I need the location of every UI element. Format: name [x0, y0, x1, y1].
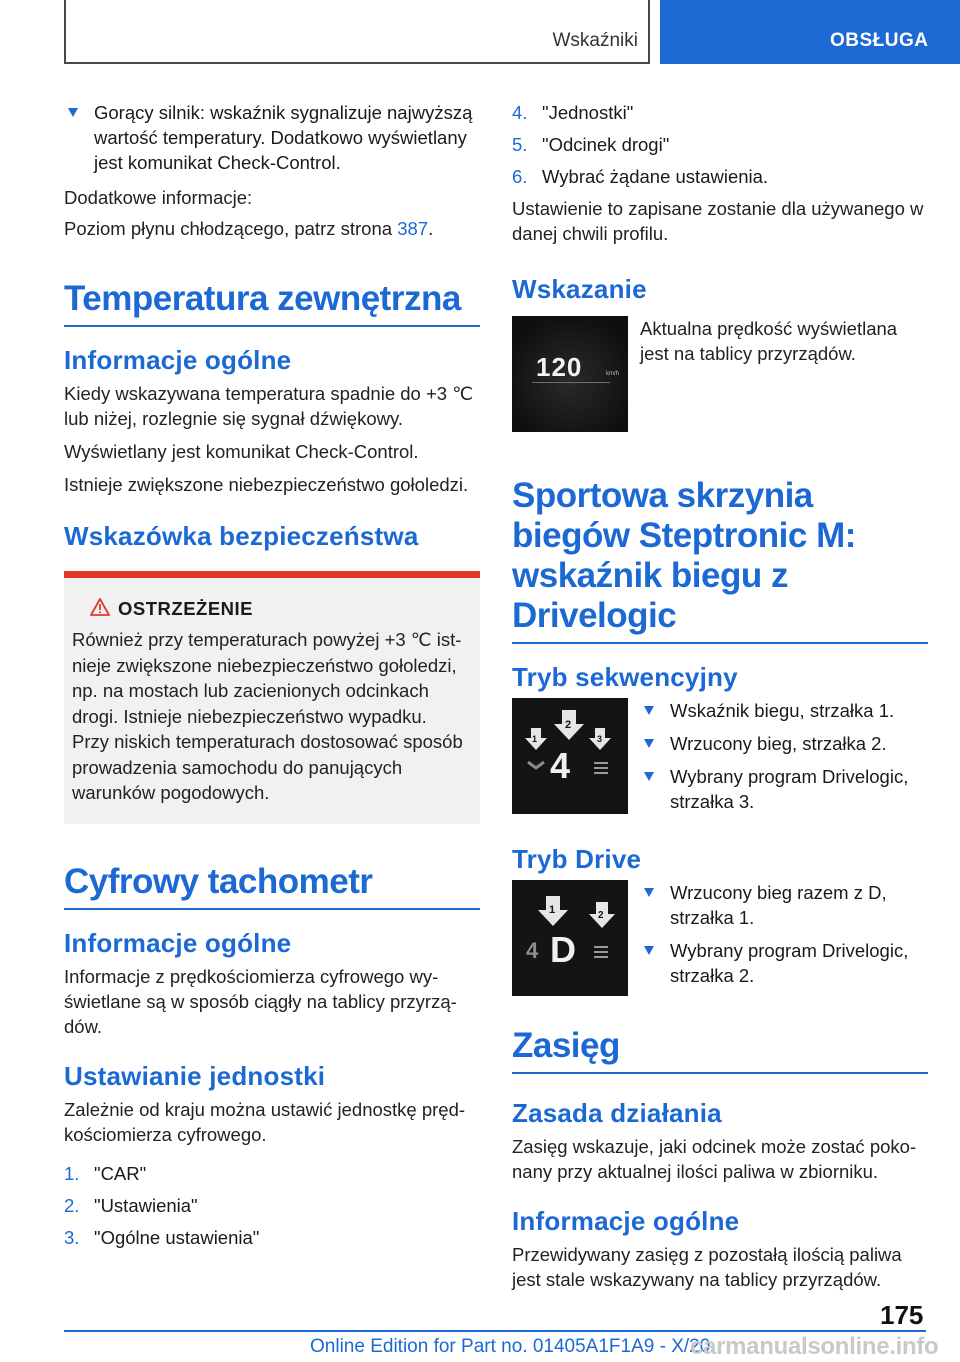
- triangle-bullet-icon: [644, 706, 654, 715]
- list-item: Wybrany program Drivelogic, strzałka 2.: [640, 938, 928, 988]
- subsection-title-units: Ustawianie jednostki: [64, 1060, 326, 1091]
- section-title-tachometer: Cyfrowy tachometr: [64, 862, 480, 910]
- header-section-title: Wskaźniki: [552, 30, 638, 51]
- bullet-text: Gorący silnik: wskaźnik sygnalizuje najwyższą wartość temperatury. Dodatkowo wyświetlany jest komunikat Check-Control.: [94, 102, 473, 173]
- paragraph: Przewidywany zasięg z pozostałą ilością paliwa jest stale wskazywany na tablicy przyrządów.: [512, 1244, 902, 1290]
- footer-edition: Online Edition for Part no. 01405A1F1A9 - X/20: [310, 1336, 711, 1357]
- list-item: [64, 100, 480, 175]
- drive-figure-row: [512, 880, 928, 996]
- warning-title: OSTRZEŻENIE: [72, 596, 472, 621]
- extra-info-label: Dodatkowe informacje:: [64, 187, 253, 208]
- warning-triangle-icon: [90, 598, 110, 616]
- speed-display-image: [512, 316, 628, 432]
- list-item: 2. "Ustawienia": [64, 1194, 198, 1216]
- section-title-range: Zasięg: [512, 1026, 928, 1074]
- sequential-gear-image: [512, 698, 628, 814]
- list-item: Wskaźnik biegu, strzałka 1.: [640, 698, 928, 723]
- triangle-bullet-icon: [644, 739, 654, 748]
- subsection-title-info: Informacje ogólne: [512, 1206, 740, 1236]
- header-tab-label: OBSŁUGA: [830, 30, 929, 51]
- svg-text:3: 3: [597, 734, 603, 744]
- triangle-bullet-icon: [644, 946, 654, 955]
- current-gear: 4: [550, 745, 571, 786]
- svg-text:1: 1: [549, 904, 556, 916]
- sequential-gear-figure: [512, 698, 628, 814]
- list-item: 4. "Jednostki": [512, 102, 634, 123]
- page-number: 175: [880, 1300, 924, 1330]
- paragraph: Wyświetlany jest komunikat Check-Control.: [64, 441, 419, 462]
- warning-box: [64, 571, 480, 824]
- speed-value: 120: [536, 352, 583, 382]
- list-item: 3. "Ogólne ustawienia": [64, 1226, 260, 1248]
- svg-text:1: 1: [532, 734, 538, 744]
- paragraph: Ustawienie to zapisane zostanie dla używanego w danej chwili profilu.: [512, 198, 924, 244]
- subsection-title-info: Informacje ogólne: [64, 345, 292, 375]
- sequential-bullets: [640, 698, 928, 822]
- triangle-bullet-icon: [644, 888, 654, 897]
- paragraph: Informacje z prędkościomierza cyfrowego wyświetlane są w sposób ciągły na tablicy przyrządów.: [64, 965, 457, 1037]
- list-item: Wybrany program Drivelogic, strzałka 3.: [640, 764, 928, 814]
- svg-text:2: 2: [598, 910, 604, 921]
- subsection-title-safety: Wskazówka bezpieczeństwa: [64, 521, 419, 551]
- header-tab: [660, 0, 960, 64]
- list-item: 5. "Odcinek drogi": [512, 134, 670, 155]
- coolant-reference: Poziom płynu chłodzącego, patrz strona 387.: [64, 218, 434, 239]
- drive-bullets: [640, 880, 928, 996]
- paragraph: Zasięg wskazuje, jaki odcinek może zostać pokonany przy aktualnej ilości paliwa w zbiorniku.: [512, 1136, 917, 1182]
- subsection-title-principle: Zasada działania: [512, 1098, 722, 1128]
- list-item: Wrzucony bieg razem z D, strzałka 1.: [640, 880, 928, 930]
- sequential-figure-row: [512, 698, 928, 822]
- triangle-bullet-icon: [644, 772, 654, 781]
- display-figure-row: [512, 316, 928, 432]
- paragraph: Kiedy wskazywana temperatura spadnie do +3 ℃ lub niżej, rozlegnie się sygnał dźwiękowy.: [64, 383, 473, 429]
- warning-text: Przy niskich temperaturach dostosować sposób prowadzenia samochodu do panujących warunków pogodowych.: [72, 731, 463, 803]
- watermark: carmanualsonline.info: [690, 1333, 939, 1360]
- page-link[interactable]: 387: [397, 218, 429, 239]
- section-title-temperature: Temperatura zewnętrzna: [64, 279, 480, 327]
- subsection-title-drive: Tryb Drive: [512, 844, 642, 874]
- right-column: [512, 100, 928, 1292]
- section-title-gearbox: Sportowa skrzynia biegów Steptronic M: wskaźnik biegu z Drivelogic: [512, 476, 928, 644]
- speedometer-figure: [512, 316, 628, 432]
- subsection-title-display: Wskazanie: [512, 274, 647, 304]
- paragraph: Zależnie od kraju można ustawić jednostkę prędkościomierza cyfrowego.: [64, 1098, 466, 1145]
- drive-gear-image: [512, 880, 628, 996]
- list-item: 1. "CAR": [64, 1162, 147, 1184]
- speed-unit: km/h: [606, 371, 620, 377]
- drive-gear-figure: [512, 880, 628, 996]
- subsection-title-info: Informacje ogólne: [64, 927, 292, 958]
- footer-divider: [64, 1330, 926, 1332]
- subsection-title-sequential: Tryb sekwencyjny: [512, 662, 738, 692]
- paragraph: Istnieje zwiększone niebezpieczeństwo gołoledzi.: [64, 474, 469, 495]
- svg-text:2: 2: [565, 719, 572, 731]
- warning-text: Również przy temperaturach powyżej +3 ℃ istnieje zwiększone niebezpieczeństwo gołoledzi, np. na mostach lub zacienionych odcinkach drogi. Istnieje niebezpieczeństwo wypadku.: [72, 629, 462, 727]
- paragraph: Aktualna prędkość wyświetlana jest na tablicy przyrządów.: [640, 318, 898, 364]
- triangle-bullet-icon: [68, 108, 78, 117]
- list-item: Wrzucony bieg, strzałka 2.: [640, 731, 928, 756]
- gear-number: 4: [526, 938, 539, 963]
- left-column: [64, 100, 480, 1257]
- drive-mode: D: [550, 929, 576, 970]
- header-box: [64, 0, 650, 64]
- list-item: 6. Wybrać żądane ustawienia.: [512, 166, 769, 187]
